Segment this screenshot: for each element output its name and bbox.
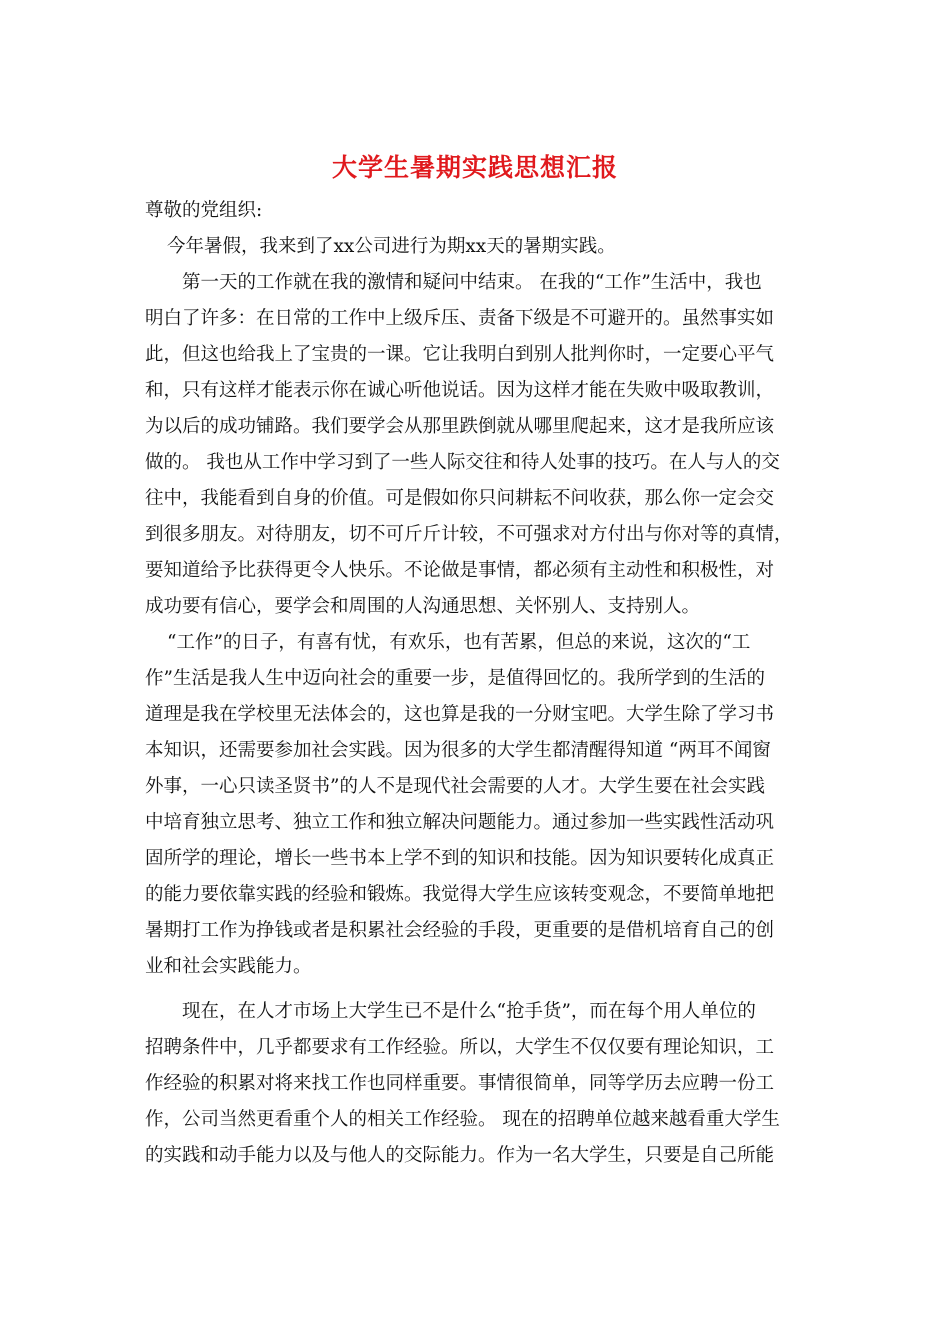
- document-title: 大学生暑期实践思想汇报: [331, 153, 618, 182]
- paragraph-line: 做的。 我也从工作中学习到了一些人际交往和待人处事的技巧。在人与人的交: [145, 452, 780, 473]
- paragraph-line: 为以后的成功铺路。我们要学会从那里跌倒就从哪里爬起来，这才是我所应该: [145, 416, 775, 437]
- paragraph-line: 的实践和动手能力以及与他人的交际能力。作为一名大学生，只要是自己所能: [145, 1145, 775, 1166]
- salutation: 尊敬的党组织:: [145, 200, 263, 221]
- paragraph-line: 作，公司当然更看重个人的相关工作经验。 现在的招聘单位越来越看重大学生: [145, 1109, 780, 1130]
- paragraph-line: 中培育独立思考、独立工作和独立解决问题能力。通过参加一些实践性活动巩: [145, 812, 775, 833]
- paragraph-2: [145, 625, 807, 985]
- paragraph-line: 此，但这也给我上了宝贵的一课。它让我明白到别人批判你时，一定要心平气: [145, 344, 775, 365]
- document-body: [145, 193, 807, 1174]
- paragraph-line: 作经验的积累对将来找工作也同样重要。事情很简单，同等学历去应聘一份工: [145, 1073, 775, 1094]
- paragraph-line: 的能力要依靠实践的经验和锻炼。我觉得大学生应该转变观念，不要简单地把: [145, 884, 775, 905]
- paragraph-line: 外事，一心只读圣贤书”的人不是现代社会需要的人才。大学生要在社会实践: [145, 776, 765, 797]
- paragraph-line: 固所学的理论，增长一些书本上学不到的知识和技能。因为知识要转化成真正: [145, 848, 775, 869]
- paragraph-line: 要知道给予比获得更令人快乐。不论做是事情，都必须有主动性和积极性，对: [145, 560, 775, 581]
- paragraph-line: 暑期打工作为挣钱或者是积累社会经验的手段，更重要的是借机培育自己的创: [145, 920, 775, 941]
- paragraph-line: 往中，我能看到自身的价值。可是假如你只问耕耘不问收获，那么你一定会交: [145, 488, 775, 509]
- paragraph-line: 作”生活是我人生中迈向社会的重要一步，是值得回忆的。我所学到的生活的: [145, 668, 765, 689]
- intro-line: 今年暑假，我来到了xx公司进行为期xx天的暑期实践。: [167, 236, 616, 257]
- paragraph-3: [145, 994, 807, 1174]
- paragraph-line: “工作”的日子，有喜有忧，有欢乐，也有苦累，但总的来说，这次的“工: [167, 632, 751, 653]
- paragraph-line: 明白了许多：在日常的工作中上级斥压、责备下级是不可避开的。虽然事实如: [145, 308, 775, 329]
- paragraph-line: 成功要有信心，要学会和周围的人沟通思想、关怀别人、支持别人。: [145, 596, 701, 617]
- paragraph-1: [145, 265, 807, 625]
- paragraph-line: 本知识，还需要参加社会实践。因为很多的大学生都清醒得知道 “两耳不闻窗: [145, 740, 771, 761]
- paragraph-line: 招聘条件中，几乎都要求有工作经验。所以，大学生不仅仅要有理论知识，工: [145, 1037, 775, 1058]
- paragraph-line: 到很多朋友。对待朋友，切不可斤斤计较，不可强求对方付出与你对等的真情，: [145, 524, 793, 545]
- paragraph-gap: [145, 985, 807, 994]
- paragraph-line: 和，只有这样才能表示你在诚心听他说话。因为这样才能在失败中吸取教训，: [145, 380, 775, 401]
- paragraph-line: 现在，在人才市场上大学生已不是什么“抢手货”，而在每个用人单位的: [182, 1001, 756, 1022]
- paragraph-line: 道理是我在学校里无法体会的，这也算是我的一分财宝吧。大学生除了学习书: [145, 704, 775, 725]
- paragraph-line: 第一天的工作就在我的激情和疑问中结束。 在我的“工作”生活中，我也: [182, 272, 762, 293]
- paragraph-line: 业和社会实践能力。: [145, 956, 312, 977]
